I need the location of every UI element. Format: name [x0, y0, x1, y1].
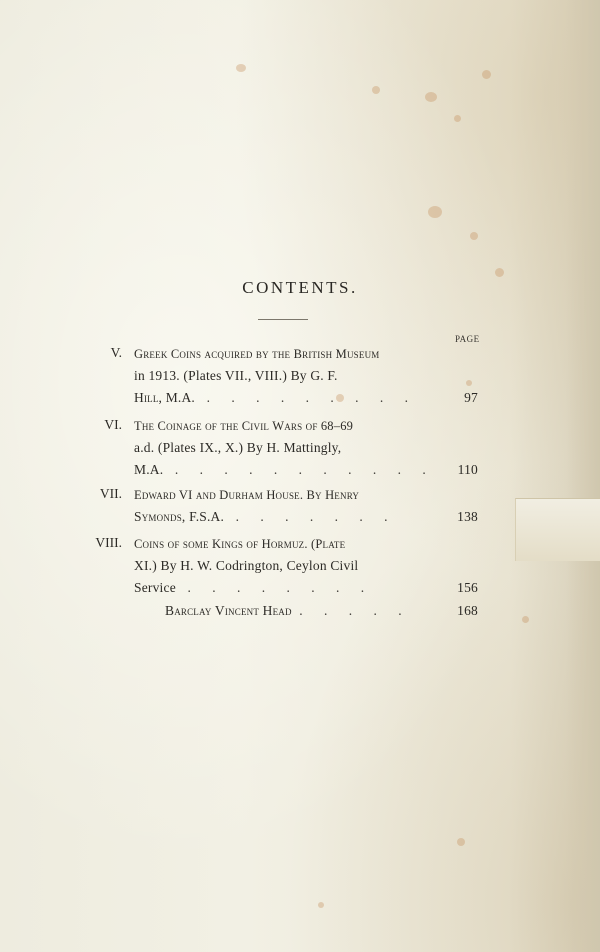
entry-line: Coins of some Kings of Hormuz. (Plate: [134, 537, 346, 551]
entry-line: Service: [134, 580, 176, 595]
entry-page: 156: [457, 580, 478, 595]
stain-spot: [495, 268, 504, 277]
dot-leader: . . . . . . . .: [187, 580, 374, 595]
entry-last-line: [134, 506, 478, 528]
entry-line: Edward VI and Durham House. By Henry: [134, 488, 360, 502]
dot-leader: . . . . . . . . .: [206, 390, 417, 405]
entry-page: 97: [464, 390, 478, 405]
entry-line: XI.) By H. W. Codrington, Ceylon Civil: [134, 558, 359, 573]
entry-line: Symonds, F.S.A.: [134, 509, 225, 524]
entry-last-line: [134, 459, 478, 481]
entry-number: VI.: [104, 417, 122, 432]
page-fold: [515, 498, 600, 561]
contents-heading: CONTENTS.: [242, 278, 358, 297]
entry-line: Hill, M.A.: [134, 390, 195, 405]
entry-line: Greek Coins acquired by the British Museum: [134, 347, 380, 361]
page-edge: [566, 0, 600, 952]
page-column-label: PAGE: [455, 334, 480, 344]
entry-line: Barclay Vincent Head: [165, 603, 292, 618]
stain-spot: [454, 115, 461, 122]
entry-last-line: [134, 387, 478, 409]
stain-spot: [482, 70, 491, 79]
stain-spot: [425, 92, 437, 102]
stain-spot: [457, 838, 465, 846]
dot-leader: . . . . . . . . . . .: [174, 462, 435, 477]
entry-number: V.: [110, 345, 122, 360]
entry-line: a.d. (Plates IX., X.) By H. Mattingly,: [134, 440, 342, 455]
stain-spot: [428, 206, 442, 218]
stain-spot: [236, 64, 246, 72]
stain-spot: [522, 616, 529, 623]
heading-rule: [258, 319, 308, 320]
entry-line: M.A.: [134, 462, 164, 477]
entry-page: 168: [457, 603, 478, 618]
stain-spot: [372, 86, 380, 94]
stain-spot: [318, 902, 324, 908]
stain-spot: [470, 232, 478, 240]
entry-page: 110: [457, 462, 478, 477]
entry-number: VIII.: [95, 535, 122, 550]
entry-last-line: [134, 577, 478, 599]
entry-line: in 1913. (Plates VII., VIII.) By G. F.: [134, 368, 338, 383]
entry-line: The Coinage of the Civil Wars of 68–69: [134, 419, 354, 433]
entry-page: 138: [457, 509, 478, 524]
dot-leader: . . . . .: [299, 603, 411, 618]
entry-last-line: [165, 600, 478, 622]
entry-number: VII.: [99, 486, 122, 501]
dot-leader: . . . . . . .: [235, 509, 397, 524]
